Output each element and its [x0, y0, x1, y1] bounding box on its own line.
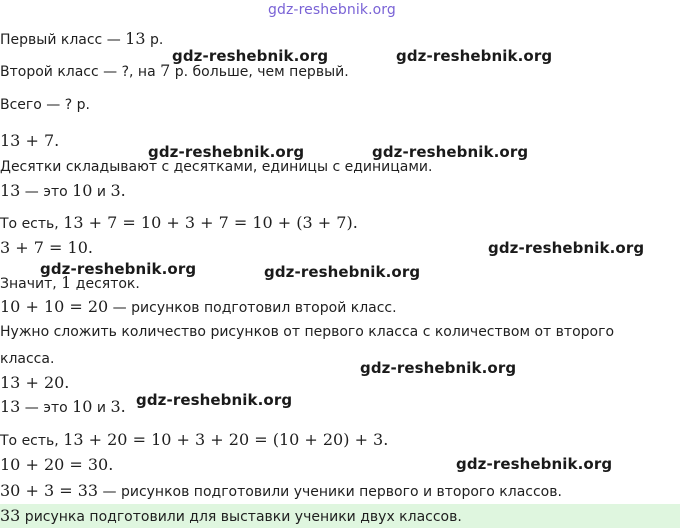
solution-line: Первый класс — 13 р. — [0, 29, 164, 48]
solution-line: Значит, 1 десяток. — [0, 273, 140, 292]
watermark: gdz-reshebnik.org — [40, 260, 197, 278]
watermark: gdz-reshebnik.org — [488, 239, 645, 257]
watermark: gdz-reshebnik.org — [268, 2, 396, 18]
solution-line: 13 + 20. — [0, 373, 70, 392]
solution-line: 13 + 7. — [0, 131, 60, 150]
watermark: gdz-reshebnik.org — [456, 455, 613, 473]
solution-line: Десятки складывают с десятками, единицы с единицами. — [0, 159, 433, 175]
watermark: gdz-reshebnik.org — [136, 391, 293, 409]
solution-line: 10 + 10 = 20 — рисунков подготовил второй класс. — [0, 297, 397, 316]
solution-line: Всего — ? р. — [0, 97, 90, 113]
cropped-text-line — [0, 120, 680, 128]
solution-line: То есть, 13 + 7 = 10 + 3 + 7 = 10 + (3 + 7). — [0, 213, 358, 232]
watermark: gdz-reshebnik.org — [172, 47, 329, 65]
watermark: gdz-reshebnik.org — [360, 359, 517, 377]
solution-line: 13 — это 10 и 3. — [0, 181, 126, 200]
solution-line: То есть, 13 + 20 = 10 + 3 + 20 = (10 + 20) + 3. — [0, 430, 389, 449]
watermark: gdz-reshebnik.org — [148, 143, 305, 161]
watermark: gdz-reshebnik.org — [372, 143, 529, 161]
solution-line: класса. — [0, 351, 55, 367]
answer-line: 33 рисунка подготовили для выставки ученики двух классов. — [0, 506, 462, 525]
watermark: gdz-reshebnik.org — [264, 263, 421, 281]
solution-line: Второй класс — ?, на 7 р. больше, чем первый. — [0, 61, 349, 80]
solution-line: 3 + 7 = 10. — [0, 238, 93, 257]
solution-line: 30 + 3 = 33 — рисунков подготовили ученики первого и второго классов. — [0, 481, 562, 500]
watermark: gdz-reshebnik.org — [396, 47, 553, 65]
solution-line: 10 + 20 = 30. — [0, 455, 114, 474]
solution-line: Нужно сложить количество рисунков от первого класса с количеством от второго — [0, 324, 615, 340]
solution-line: 13 — это 10 и 3. — [0, 397, 126, 416]
